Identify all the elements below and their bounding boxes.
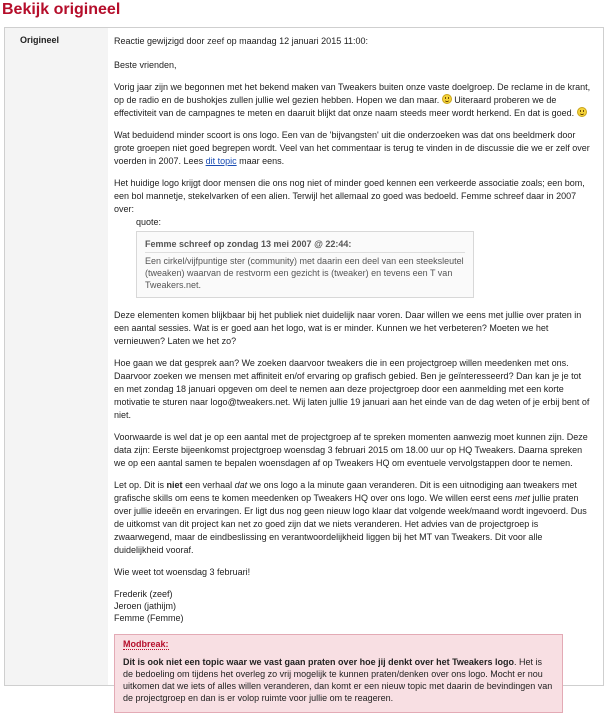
quote-body: Een cirkel/vijfpuntige ster (community) met daarin een deel van een steeksleutel (tweaken) waarvan de restvorm een gezicht is (tweaker) en tevens een T van Tweakers.net. bbox=[145, 256, 464, 290]
quote-header: Femme schreef op zondag 13 mei 2007 @ 22:44: bbox=[145, 238, 465, 253]
p7-italic-met: met bbox=[514, 493, 530, 503]
p7-text-g: jullie praten over jullie ideeën en ervaringen. Er ligt dus nog geen nieuw logo klaar dat volgende week/maand wordt ingevoerd. Dus de uitkomst van dit project kan net zo goed zijn dat we niets veranderen. Het advies van de projectgroep is zwaarwegend, maar de eindbeslissing en verantwoordelijkheid liggen bij het MT van Tweakers. Dit voor alle duidelijkheid vooraf. bbox=[114, 493, 587, 555]
signature-line: Frederik (zeef) bbox=[114, 589, 173, 599]
quote-block bbox=[136, 231, 474, 298]
page-title: Bekijk origineel bbox=[2, 1, 121, 18]
modbreak-body bbox=[123, 656, 554, 704]
byline-prefix: Reactie gewijzigd door bbox=[114, 36, 205, 46]
signature bbox=[114, 588, 593, 624]
signature-line: Jeroen (jathijm) bbox=[114, 601, 177, 611]
p7-bold-niet: niet bbox=[166, 480, 183, 490]
post-container bbox=[4, 27, 604, 703]
modbreak-title bbox=[123, 638, 554, 650]
paragraph-2-text-b: maar eens. bbox=[239, 156, 285, 166]
paragraph-4: Deze elementen komen blijkbaar bij het publiek niet duidelijk naar voren. Daar willen we eens met jullie over praten in een aantal sessies. Wat is er goed aan het logo, wat is er minder. Kunnen we het verbeteren? Moeten we het vernieuwen? Laten we het zo? bbox=[114, 310, 582, 346]
p7-text-a: Let op. Dit is bbox=[114, 480, 165, 490]
paragraph-1-text: Vorig jaar zijn we begonnen met het bekend maken van Tweakers buiten onze vaste doelgroep. De reclame in de krant, op de radio en de bushokjes zullen jullie wel gezien hebben. Hopen we dan maar. bbox=[114, 82, 591, 105]
dit-topic-link[interactable]: dit topic bbox=[205, 156, 237, 166]
modbreak-box bbox=[114, 634, 563, 713]
paragraph-8: Wie weet tot woensdag 3 februari! bbox=[114, 567, 251, 577]
paragraph-2 bbox=[114, 129, 593, 168]
greeting: Beste vrienden, bbox=[114, 60, 177, 70]
paragraph-5: Hoe gaan we dat gesprek aan? We zoeken daarvoor tweakers die in een projectgroep willen meedenken met ons. Daarvoor zoeken we mensen met affiniteit en/of ervaring op grafisch gebied. Ben je geïnteresseerd? Dan kan je je tot en met zondag 18 januari opgeven om deel te nemen aan deze projectgroep door een aanmelding met een korte motivatie te sturen naar logo@tweakers.net. Wij laten jullie 19 januari aan het einde van de dag weten of je erbij bent of niet. bbox=[114, 358, 590, 420]
paragraph-3: Het huidige logo krijgt door mensen die ons nog niet of minder goed kennen een verkeerde associatie zoals; een bom, een bol mannetje, stekelvarken of een alien. Terwijl het allemaal zo goed was bedoeld. Femme schreef daar in 2007 over: bbox=[114, 178, 585, 214]
paragraph-6: Voorwaarde is wel dat je op een aantal met de projectgroep af te spreken momenten aanwezig moet kunnen zijn. Deze data zijn: Eerste bijeenkomst projectgroep woensdag 3 februari 2015 om 18.00 uur op HQ Tweakers. Daarna spreken we op een aantal samen te bepalen woensdagen af op Tweakers HQ om eventuele vervolgstappen door te nemen. bbox=[114, 432, 588, 468]
modbreak-text: . Het is de bedoeling om tijdens het overleg zo vrij mogelijk te kunnen praten/denken over ons logo. Mocht er nou uitkomen dat we iets of alles willen veranderen, dan komt er een nieuw topic met daarin de bevindingen van de projectgroep en dan is er volop ruimte voor jullie om te reageren. bbox=[123, 657, 553, 703]
quote-label: quote: bbox=[136, 217, 162, 227]
signature-line: Femme (Femme) bbox=[114, 613, 184, 623]
paragraph-1 bbox=[114, 81, 593, 120]
modbreak-bold-text: Dit is ook niet een topic waar we vast gaan praten over hoe jij denkt over het Tweakers logo bbox=[123, 657, 514, 667]
smiley-icon bbox=[442, 94, 452, 104]
author-link[interactable]: zeef bbox=[207, 36, 225, 46]
paragraph-2-text: Wat beduidend minder scoort is ons logo. Een van de 'bijvangsten' uit die onderzoeken was dat ons beeldmerk door grote groepen niet goed begrepen wordt. Veel van het commentaar is terug te vinden in de discussie die we er zelf over voerden in 2007. Lees bbox=[114, 130, 590, 166]
post-content bbox=[108, 28, 603, 703]
paragraph-7 bbox=[114, 479, 593, 557]
post-label: Origineel bbox=[20, 35, 60, 45]
byline-date: op maandag 12 januari 2015 11:00: bbox=[226, 36, 369, 46]
smiley-icon bbox=[577, 107, 587, 117]
modbreak-title-text: Modbreak: bbox=[123, 639, 169, 649]
post-byline bbox=[114, 35, 593, 48]
paragraph-1-text-b: Uiteraard proberen we de effectiviteit van de campagnes te meten en daaruit blijkt dat onze naam steeds meer wordt herkend. En dat is goed. bbox=[114, 95, 575, 118]
p7-text-e: we ons logo a la minute gaan veranderen. Dit is een uitnodiging aan tweakers met grafische skills om eens te komen meedenken op Tweakers HQ over ons logo. We willen eerst eens bbox=[114, 480, 577, 503]
p7-text-c: een verhaal bbox=[185, 480, 233, 490]
p7-italic-dat: dat bbox=[234, 480, 248, 490]
